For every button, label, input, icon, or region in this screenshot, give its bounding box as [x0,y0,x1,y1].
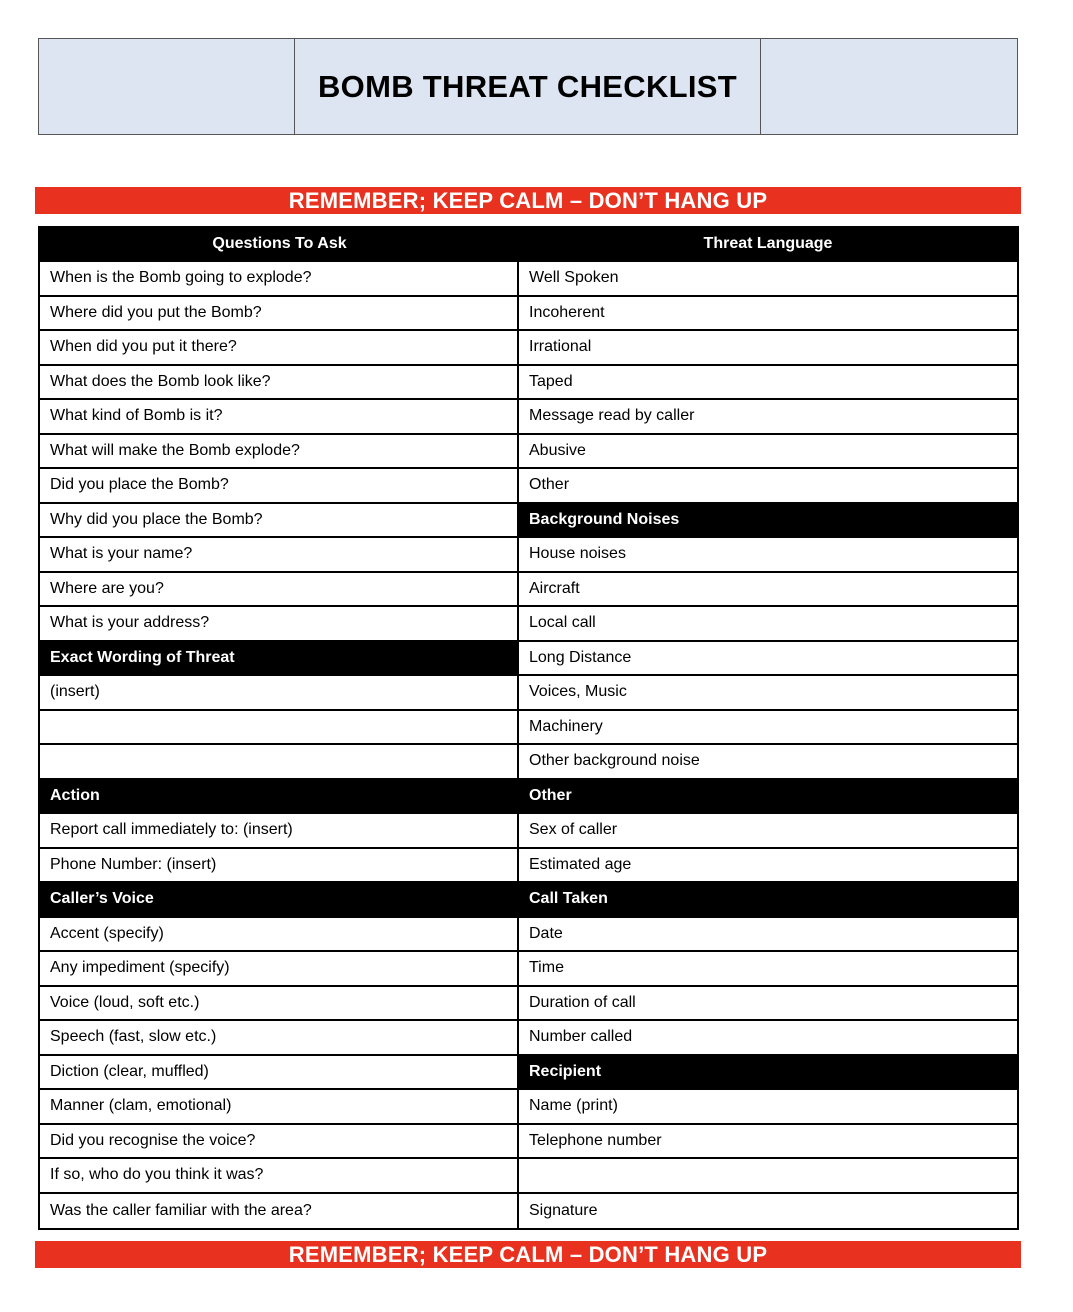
checklist-table [38,226,1019,1230]
table-row [40,780,1017,815]
column-header-threat-language: Threat Language [703,235,833,252]
table-row [40,883,1017,918]
table-header-row [40,226,1017,262]
column-header-questions: Questions To Ask [212,235,347,252]
table-row [40,642,1017,677]
attribute-cell: Machinery [519,711,1017,746]
table-row [40,987,1017,1022]
section-heading: Exact Wording of Threat [40,642,519,677]
reminder-banner-bottom: REMEMBER; KEEP CALM – DON’T HANG UP [35,1241,1021,1268]
question-cell: Speech (fast, slow etc.) [40,1021,519,1056]
attribute-cell: Duration of call [519,987,1017,1022]
question-cell [40,745,519,780]
table-row [40,1090,1017,1125]
attribute-cell: Signature [519,1194,1017,1229]
section-heading: Background Noises [519,504,1017,539]
question-cell: (insert) [40,676,519,711]
question-cell: When did you put it there? [40,331,519,366]
table-row [40,814,1017,849]
question-cell: Accent (specify) [40,918,519,953]
table-row [40,1194,1017,1229]
question-cell: Why did you place the Bomb? [40,504,519,539]
question-cell: What will make the Bomb explode? [40,435,519,470]
section-heading: Action [40,780,519,815]
attribute-cell: Incoherent [519,297,1017,332]
attribute-cell: Sex of caller [519,814,1017,849]
question-cell: What does the Bomb look like? [40,366,519,401]
question-cell: Phone Number: (insert) [40,849,519,884]
table-row [40,435,1017,470]
attribute-cell: Long Distance [519,642,1017,677]
table-row [40,469,1017,504]
table-row [40,538,1017,573]
question-cell: Report call immediately to: (insert) [40,814,519,849]
table-body [40,262,1017,1228]
table-row [40,1056,1017,1091]
question-cell: Manner (clam, emotional) [40,1090,519,1125]
question-cell: What is your address? [40,607,519,642]
table-row [40,366,1017,401]
page-title: BOMB THREAT CHECKLIST [295,39,761,134]
header-right-cell [761,39,1017,134]
question-cell: What kind of Bomb is it? [40,400,519,435]
table-row [40,331,1017,366]
attribute-cell: Well Spoken [519,262,1017,297]
attribute-cell: Number called [519,1021,1017,1056]
attribute-cell: Other background noise [519,745,1017,780]
table-row [40,711,1017,746]
attribute-cell: Other [519,469,1017,504]
attribute-cell: Taped [519,366,1017,401]
question-cell: Where did you put the Bomb? [40,297,519,332]
table-row [40,262,1017,297]
section-heading: Other [519,780,1017,815]
question-cell: Any impediment (specify) [40,952,519,987]
question-cell: Diction (clear, muffled) [40,1056,519,1091]
table-row [40,745,1017,780]
reminder-banner-top: REMEMBER; KEEP CALM – DON’T HANG UP [35,187,1021,214]
question-cell: When is the Bomb going to explode? [40,262,519,297]
attribute-cell: Date [519,918,1017,953]
table-row [40,1021,1017,1056]
table-row [40,952,1017,987]
attribute-cell: Name (print) [519,1090,1017,1125]
question-cell: Voice (loud, soft etc.) [40,987,519,1022]
question-cell: Was the caller familiar with the area? [40,1194,519,1229]
attribute-cell: Telephone number [519,1125,1017,1160]
attribute-cell: Time [519,952,1017,987]
table-row [40,573,1017,608]
table-row [40,1125,1017,1160]
question-cell: Did you place the Bomb? [40,469,519,504]
attribute-cell: Local call [519,607,1017,642]
attribute-cell: Irrational [519,331,1017,366]
section-heading: Recipient [519,1056,1017,1091]
attribute-cell: Abusive [519,435,1017,470]
attribute-cell: Message read by caller [519,400,1017,435]
table-row [40,676,1017,711]
attribute-cell: Aircraft [519,573,1017,608]
table-row [40,607,1017,642]
attribute-cell [519,1159,1017,1194]
attribute-cell: House noises [519,538,1017,573]
header-left-cell [39,39,295,134]
table-row [40,504,1017,539]
section-heading: Call Taken [519,883,1017,918]
table-row [40,297,1017,332]
table-row [40,918,1017,953]
table-row [40,1159,1017,1194]
question-cell: Did you recognise the voice? [40,1125,519,1160]
question-cell: Where are you? [40,573,519,608]
question-cell [40,711,519,746]
section-heading: Caller’s Voice [40,883,519,918]
question-cell: If so, who do you think it was? [40,1159,519,1194]
attribute-cell: Estimated age [519,849,1017,884]
table-row [40,400,1017,435]
attribute-cell: Voices, Music [519,676,1017,711]
question-cell: What is your name? [40,538,519,573]
table-row [40,849,1017,884]
header-box [38,38,1018,135]
